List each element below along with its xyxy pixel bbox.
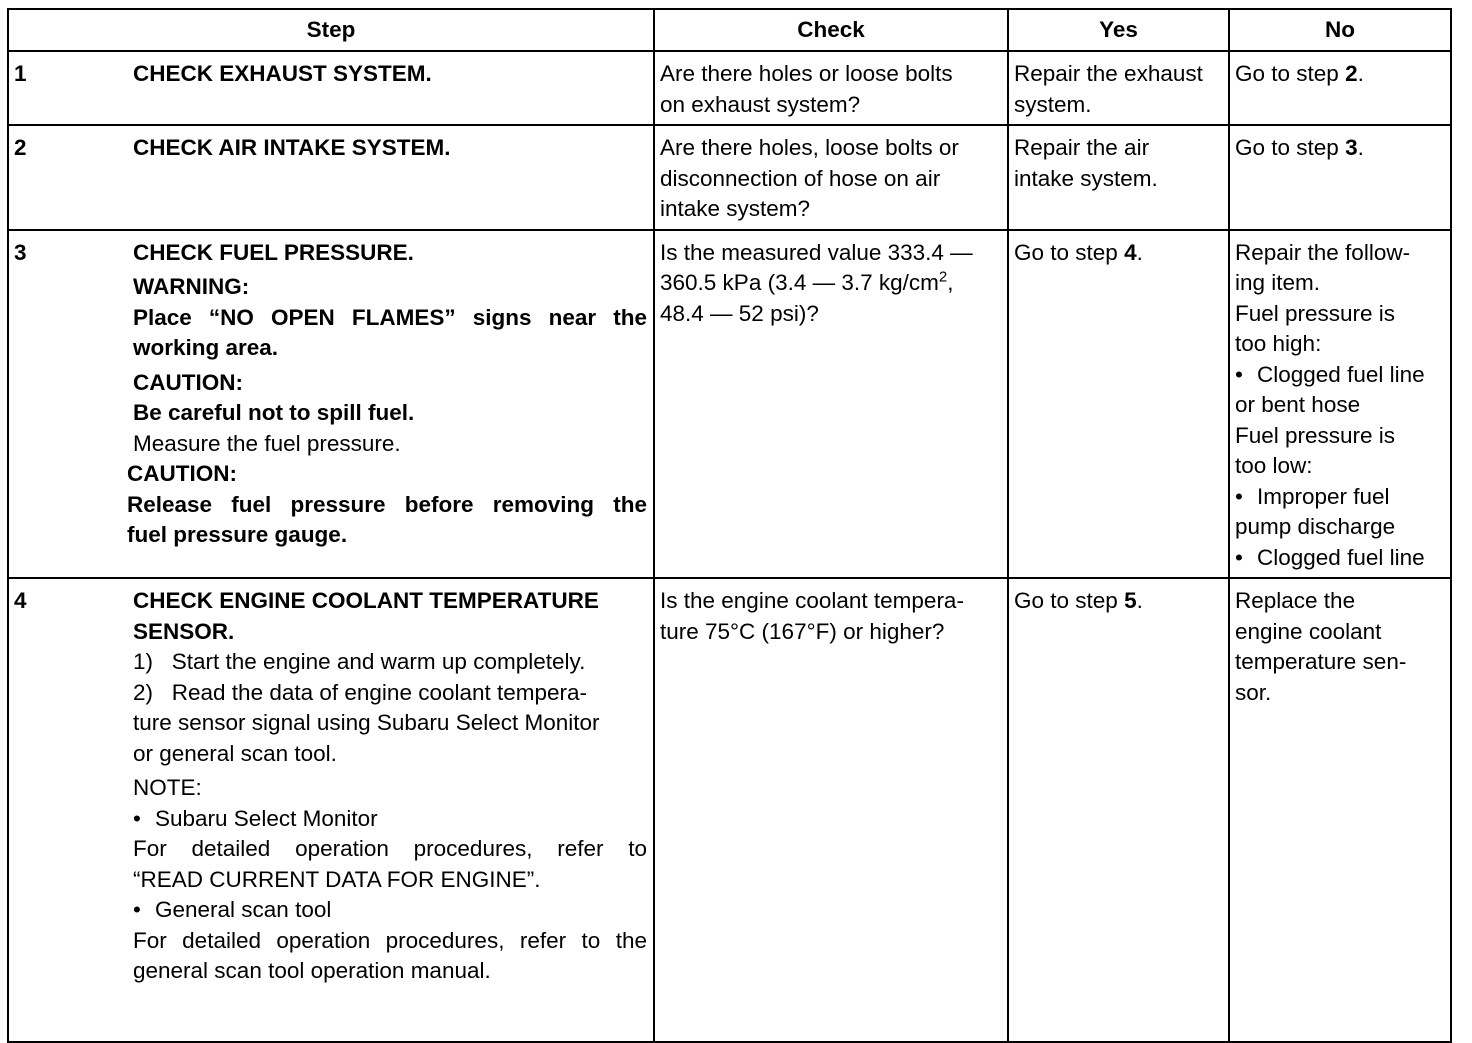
superscript: 2 (938, 268, 948, 286)
no-step-ref: 2 (1345, 61, 1358, 86)
check-text-part: 360.5 kPa (3.4 — 3.7 kg/cm (660, 270, 939, 295)
table-row (8, 230, 1451, 579)
no-text: or bent hose (1235, 392, 1361, 417)
table-row (8, 578, 1451, 1042)
step-cell (8, 125, 654, 230)
table-row (8, 125, 1451, 230)
no-bullet-item: • Clogged fuel line (1235, 543, 1444, 574)
check-text-part: , (947, 270, 954, 295)
no-bullet-item: • Improper fuel (1235, 482, 1444, 513)
instruction-text: Measure the fuel pressure. (133, 430, 401, 456)
caution-text: Be careful not to spill fuel. (133, 400, 415, 425)
no-text: Go to step (1235, 135, 1346, 160)
yes-text: Go to step (1014, 239, 1125, 265)
no-text: too high: (1235, 331, 1322, 356)
check-text: Is the measured value 333.4 — (660, 239, 973, 265)
no-text: sor. (1235, 679, 1272, 705)
step-number: 4 (14, 588, 27, 613)
caution-label: CAUTION: (127, 461, 237, 486)
step-title: SENSOR. (133, 618, 235, 644)
check-cell (654, 230, 1008, 579)
check-cell (654, 578, 1008, 1042)
step-number: 3 (14, 239, 27, 265)
no-cell (1229, 230, 1451, 579)
step-title: CHECK AIR INTAKE SYSTEM. (133, 135, 451, 160)
no-cell (1229, 51, 1451, 125)
check-text: Is the engine coolant tempera- (660, 588, 964, 613)
header-no: No (1229, 9, 1451, 51)
no-text: temperature sen- (1235, 649, 1407, 674)
no-text-suffix: . (1357, 135, 1364, 160)
step-number: 1 (14, 61, 27, 86)
check-text: intake system? (660, 196, 811, 221)
check-text: ture 75°C (167°F) or higher? (660, 618, 945, 644)
step-number: 2 (14, 135, 27, 160)
procedure-step: 2) Read the data of engine coolant tempera- (133, 679, 588, 705)
no-bullet-item: • Clogged fuel line (1235, 360, 1444, 391)
no-text: Go to step (1235, 61, 1346, 86)
header-step: Step (8, 9, 654, 51)
note-bullet-item: • General scan tool (133, 895, 647, 926)
step-cell (8, 578, 654, 1042)
caution-text: fuel pressure gauge. (127, 522, 348, 547)
step-title: CHECK EXHAUST SYSTEM. (133, 61, 432, 86)
table-header-row (8, 9, 1451, 51)
header-check: Check (654, 9, 1008, 51)
yes-cell (1008, 51, 1229, 125)
yes-step-ref: 4 (1124, 239, 1137, 265)
check-cell (654, 125, 1008, 230)
no-text: pump discharge (1235, 514, 1396, 539)
step-cell (8, 230, 654, 579)
warning-text: Place “NO OPEN FLAMES” signs near the (133, 304, 647, 330)
yes-text: Repair the air (1014, 135, 1150, 160)
note-bullet-item: • Subaru Select Monitor (133, 804, 647, 835)
procedure-step: ture sensor signal using Subaru Select Monitor (133, 710, 600, 735)
no-text: Fuel pressure is (1235, 422, 1396, 448)
yes-text-suffix: . (1136, 239, 1143, 265)
yes-text: Go to step (1014, 588, 1125, 613)
procedure-step: 1) Start the engine and warm up completely. (133, 649, 586, 674)
caution-text: Release fuel pressure before removing the (127, 491, 647, 517)
caution-label: CAUTION: (133, 369, 243, 395)
no-text: Fuel pressure is (1235, 300, 1396, 326)
check-cell (654, 51, 1008, 125)
no-text: too low: (1235, 453, 1313, 478)
check-text: disconnection of hose on air (660, 165, 941, 191)
check-text (660, 268, 1001, 299)
warning-label: WARNING: (133, 274, 250, 299)
step-title: CHECK FUEL PRESSURE. (133, 239, 414, 265)
yes-text: intake system. (1014, 165, 1158, 191)
check-text: on exhaust system? (660, 91, 861, 117)
no-text: Replace the (1235, 588, 1356, 613)
procedure-step: or general scan tool. (133, 740, 337, 766)
no-step-ref: 3 (1345, 135, 1358, 160)
no-text: Repair the follow- (1235, 239, 1411, 265)
no-text: ing item. (1235, 270, 1321, 295)
yes-step-ref: 5 (1124, 588, 1137, 613)
check-text: Are there holes, loose bolts or (660, 135, 959, 160)
warning-text: working area. (133, 335, 279, 360)
table-row (8, 51, 1451, 125)
yes-text-suffix: . (1136, 588, 1143, 613)
no-text-suffix: . (1357, 61, 1364, 86)
no-cell (1229, 578, 1451, 1042)
diagnostic-table (7, 8, 1452, 1043)
note-text: For detailed operation procedures, refer to (133, 836, 647, 861)
yes-cell (1008, 230, 1229, 579)
step-title: CHECK ENGINE COOLANT TEMPERATURE (133, 588, 599, 613)
note-label: NOTE: (133, 775, 202, 800)
yes-text: Repair the exhaust (1014, 61, 1203, 86)
header-yes: Yes (1008, 9, 1229, 51)
yes-cell (1008, 578, 1229, 1042)
yes-text: system. (1014, 91, 1092, 117)
no-text: engine coolant (1235, 618, 1382, 644)
yes-cell (1008, 125, 1229, 230)
note-text: For detailed operation procedures, refer to the (133, 927, 647, 953)
note-text: general scan tool operation manual. (133, 958, 491, 983)
no-cell (1229, 125, 1451, 230)
step-cell (8, 51, 654, 125)
check-text: Are there holes or loose bolts (660, 61, 953, 86)
check-text: 48.4 — 52 psi)? (660, 300, 819, 326)
note-text: “READ CURRENT DATA FOR ENGINE”. (133, 866, 541, 892)
